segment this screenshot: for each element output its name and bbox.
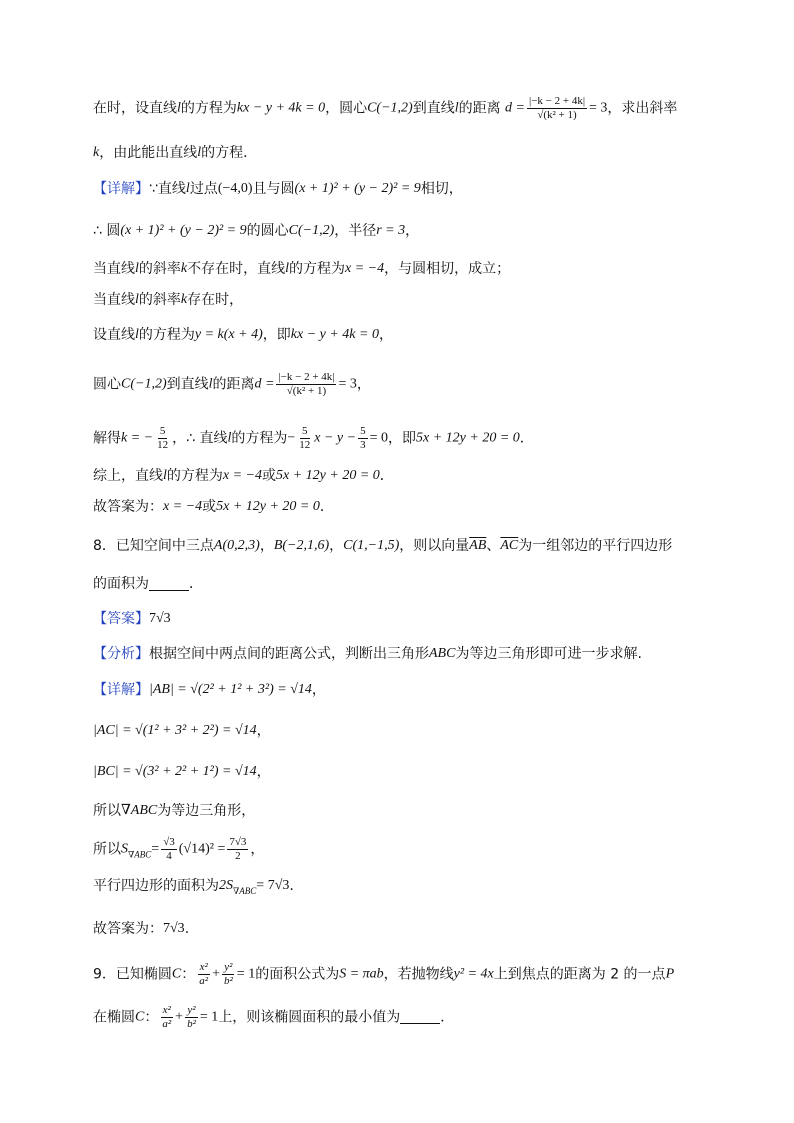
math-result: = 3	[338, 376, 357, 392]
text: 上，则该椭圆面积的最小值为	[218, 1009, 401, 1026]
math-var: l	[135, 292, 139, 307]
question-8-line-2	[93, 577, 203, 591]
text: ，即	[262, 327, 291, 343]
text: ∴ 圆	[93, 223, 121, 239]
question-text: 8．已知空间中三点	[93, 538, 214, 554]
text: 的斜率	[138, 292, 181, 308]
text: 或	[262, 468, 276, 484]
math-equation: (x + 1)² + (y − 2)² = 9	[294, 181, 421, 196]
math-subscript: ∇ABC	[128, 849, 152, 860]
line-distance-setup	[93, 96, 677, 121]
text: 的方程为	[231, 430, 288, 447]
text: 当直线	[93, 261, 135, 277]
text: ．	[440, 1009, 455, 1026]
text: ．	[519, 430, 534, 447]
line-slope-undefined	[93, 262, 510, 276]
fraction-denominator: 12	[157, 439, 169, 451]
detail-ab-length	[93, 683, 326, 697]
text: 的面积为	[93, 576, 149, 592]
math-fraction	[358, 426, 368, 451]
math-var: C	[135, 1009, 145, 1025]
text: ，半径	[334, 223, 377, 239]
text: 根据空间中两点间的距离公式，判断出三角形	[149, 646, 429, 662]
text: ，	[259, 538, 274, 554]
math-sign: +	[212, 966, 220, 982]
detail-area-triangle	[93, 837, 264, 862]
text: ．	[189, 576, 203, 592]
text: 圆心	[93, 376, 121, 393]
text: .	[289, 878, 294, 894]
text: ∵直线	[149, 181, 186, 197]
fraction-denominator: b²	[223, 975, 233, 987]
text: ．	[319, 499, 334, 515]
math-var: S	[121, 841, 128, 857]
text: 且与圆	[252, 181, 295, 197]
math-result: 7√3	[163, 921, 185, 936]
math-var: l	[177, 100, 181, 116]
fraction-denominator: 12	[299, 439, 311, 451]
math-equation: y² = 4x	[453, 966, 494, 982]
math-var: d =	[505, 100, 525, 116]
text: 故答案为：	[93, 499, 163, 515]
text: 的圆心	[246, 223, 289, 239]
line-summary	[93, 469, 394, 483]
math-sign: =	[151, 841, 160, 857]
fraction-denominator: 2	[235, 850, 241, 862]
text: ，	[250, 841, 265, 858]
fraction-denominator: 3	[360, 439, 366, 451]
text: ，∴ 直线	[172, 430, 228, 447]
detail-equilateral	[93, 804, 255, 818]
math-result: = 0	[369, 430, 388, 446]
math-point: (−4,0)	[217, 181, 253, 196]
analysis-line	[93, 647, 642, 661]
math-expression: x − y −	[314, 430, 357, 446]
math-fraction	[222, 962, 235, 987]
text: 的方程为	[138, 327, 195, 343]
text: 所以	[93, 803, 121, 819]
text: 为等边三角形即可进一步求解.	[455, 646, 642, 662]
math-equation: x = −4	[163, 499, 203, 514]
math-equation: S = πab	[339, 966, 384, 982]
answer-blank[interactable]	[400, 1011, 440, 1024]
math-var: d =	[254, 376, 275, 392]
math-equation: r = 3	[376, 223, 406, 238]
text: 存在时，	[187, 292, 244, 308]
text: 解得	[93, 430, 121, 447]
section-tag-analysis: 【分析】	[93, 646, 149, 662]
math-result: = 7√3	[256, 878, 290, 893]
question-text: 9．已知椭圆	[93, 966, 172, 983]
math-vector: $\overline{AB}$	[469, 538, 487, 553]
text: 在椭圆	[93, 1009, 135, 1026]
text: 到直线	[166, 376, 209, 393]
fraction-numerator: |−k − 2 + 4k|	[278, 371, 335, 383]
math-equation: |BC| = √(3² + 2² + 1²) = √14	[93, 764, 257, 779]
detail-bc-length	[93, 765, 271, 779]
text: 为等边三角形，	[157, 803, 256, 819]
text: .	[184, 921, 190, 937]
fraction-denominator: √(k² + 1)	[286, 385, 327, 397]
answer-value: 7√3	[149, 611, 171, 626]
math-var: l	[135, 261, 139, 276]
math-sign: +	[175, 1009, 184, 1025]
fraction-denominator: √(k² + 1)	[537, 109, 577, 121]
section-tag-detail: 【详解】	[93, 181, 149, 197]
text: 的方程．	[201, 145, 258, 161]
text: ，与圆相切，成立；	[384, 261, 511, 277]
math-triangle: ∇ABC	[121, 803, 158, 818]
text: 的斜率	[138, 261, 181, 277]
math-subscript: ∇ABC	[233, 885, 257, 896]
math-var: ABC	[429, 646, 456, 661]
text: ，	[378, 327, 393, 343]
math-var: l	[285, 261, 289, 276]
line-circle-center	[93, 224, 419, 238]
text: 过点	[189, 181, 218, 197]
math-vector: $\overline{AC}$	[500, 538, 519, 553]
text: 故答案为：	[93, 921, 163, 937]
math-equation: kx − y + 4k = 0	[236, 100, 326, 116]
math-point: C(−1,2)	[367, 100, 413, 116]
math-fraction	[527, 96, 587, 121]
text: 为一组邻边的平行四边形	[518, 538, 673, 554]
math-equation: kx − y + 4k = 0	[290, 327, 379, 342]
text: ．	[379, 468, 394, 484]
math-fraction	[155, 426, 170, 451]
text: 平行四边形的面积为	[93, 878, 219, 894]
math-result: = 1	[199, 1009, 219, 1025]
text: ，	[256, 723, 271, 739]
text: 的距离	[458, 100, 501, 117]
text: ，则以向量	[399, 538, 470, 554]
text: ，由此能出直线	[99, 145, 198, 161]
text: 不存在时，直线	[187, 261, 286, 277]
math-var: k	[93, 145, 100, 160]
detail-area-parallelogram	[93, 879, 294, 896]
math-sign: −	[287, 430, 296, 446]
math-var: k	[180, 261, 188, 276]
line-solve-k	[93, 426, 534, 451]
math-var: l	[208, 376, 213, 392]
text: 、	[486, 538, 501, 554]
math-equation: 5x + 12y + 20 = 0	[276, 468, 380, 483]
detail-final-answer	[93, 922, 189, 936]
text: 的方程为	[166, 468, 223, 484]
math-var: l	[454, 100, 459, 116]
math-point: C(−1,2)	[121, 376, 167, 392]
math-var: k	[180, 292, 188, 307]
math-var: l	[185, 181, 190, 196]
fraction-numerator: |−k − 2 + 4k|	[529, 95, 586, 107]
detail-ac-length	[93, 724, 271, 738]
fraction-numerator: 5	[360, 425, 366, 437]
text: 的方程为	[289, 261, 345, 277]
math-point: C(1,−1,5)	[343, 538, 400, 553]
math-point: C(−1,2)	[288, 223, 335, 238]
line-answer-q7	[93, 500, 334, 514]
answer-line	[93, 612, 171, 626]
math-expression: (√14)² =	[178, 841, 226, 857]
math-equation: y = k(x + 4)	[194, 327, 263, 342]
math-fraction	[276, 372, 336, 397]
fraction-numerator: y²	[224, 961, 233, 973]
fraction-numerator: y²	[187, 1004, 196, 1016]
math-equation: (x + 1)² + (y − 2)² = 9	[120, 223, 247, 238]
math-fraction	[185, 1005, 198, 1030]
text: ，	[356, 376, 371, 393]
fraction-numerator: 5	[302, 425, 308, 437]
text: 上到焦点的距离为 2 的一点	[493, 966, 666, 983]
line-slope-conclusion	[93, 146, 257, 160]
text: ：	[144, 1009, 159, 1026]
math-equation: |AC| = √(1² + 3² + 2²) = √14	[93, 723, 257, 738]
text: 的距离	[212, 376, 255, 393]
text: ，求出斜率	[607, 100, 678, 117]
math-fraction	[197, 962, 210, 987]
question-8	[93, 539, 672, 553]
text: 所以	[93, 841, 121, 858]
text: ，	[311, 682, 326, 698]
text: 或	[202, 499, 217, 515]
math-equation: |AB| = √(2² + 1² + 3²) = √14	[149, 682, 312, 697]
text: 在时，设直线	[93, 100, 177, 117]
text: 的方程为	[180, 100, 237, 117]
math-equation: x = −4	[345, 261, 385, 276]
math-var: P	[665, 966, 675, 982]
question-9	[93, 962, 674, 987]
math-var: C	[171, 966, 182, 982]
math-point: B(−2,1,6)	[273, 538, 330, 553]
fraction-numerator: 7√3	[229, 836, 247, 848]
math-equation: 5x + 12y + 20 = 0	[416, 430, 520, 446]
section-tag-detail: 【详解】	[93, 682, 149, 698]
fraction-denominator: 4	[166, 850, 172, 862]
math-var: 2S	[219, 878, 233, 893]
math-var: l	[227, 430, 232, 446]
text: 的面积公式为	[255, 966, 340, 983]
section-tag-answer: 【答案】	[93, 611, 149, 627]
math-var: l	[197, 145, 202, 160]
text: ，若抛物线	[383, 966, 454, 983]
text: 当直线	[93, 292, 135, 308]
text: 到直线	[412, 100, 455, 117]
fraction-denominator: a²	[199, 975, 209, 987]
math-equation: 5x + 12y + 20 = 0	[216, 499, 320, 514]
fraction-numerator: x²	[199, 961, 208, 973]
text: 相切，	[420, 181, 463, 197]
line-distance-formula	[93, 372, 371, 397]
math-equation: x = −4	[222, 468, 262, 483]
text: ：	[181, 966, 196, 983]
text: ，	[256, 764, 271, 780]
math-result: = 1	[236, 966, 256, 982]
math-fraction	[227, 837, 248, 862]
fraction-numerator: √3	[163, 836, 175, 848]
math-fraction	[161, 837, 177, 862]
math-fraction	[297, 426, 312, 451]
line-slope-exists	[93, 293, 243, 307]
text: ，圆心	[325, 100, 368, 117]
text: ，	[405, 223, 420, 239]
math-var: l	[135, 327, 139, 342]
math-fraction	[160, 1005, 173, 1030]
line-set-equation	[93, 328, 393, 342]
text: ，即	[388, 430, 416, 447]
fraction-denominator: b²	[187, 1018, 196, 1030]
math-var: l	[163, 468, 167, 483]
math-point: A(0,2,3)	[213, 538, 260, 553]
math-var: k = −	[121, 430, 154, 446]
text: ，	[329, 538, 344, 554]
fraction-numerator: 5	[159, 425, 166, 437]
text: 设直线	[93, 327, 135, 343]
fraction-denominator: a²	[162, 1018, 172, 1030]
answer-blank[interactable]	[149, 578, 189, 591]
line-detail-intro	[93, 182, 463, 196]
math-result: = 3	[589, 100, 608, 116]
text: 综上，直线	[93, 468, 163, 484]
question-9-line-2	[93, 1005, 454, 1030]
fraction-numerator: x²	[162, 1004, 171, 1016]
